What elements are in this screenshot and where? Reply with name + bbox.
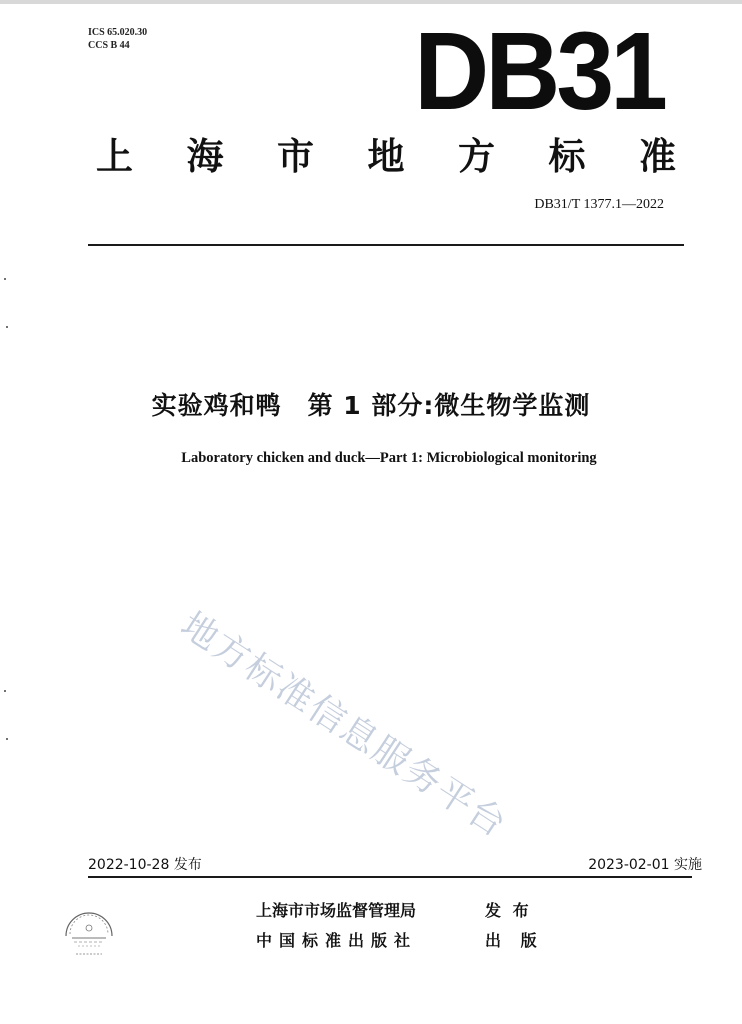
classification-codes <box>88 26 147 52</box>
standard-type-char: 海 <box>186 135 224 178</box>
title-english: Laboratory chicken and duck—Part 1: Microbiological monitoring <box>181 450 597 466</box>
issue-date: 2022-10-28 发布 <box>88 857 202 873</box>
standard-type-char: 地 <box>367 135 405 178</box>
footer-divider <box>88 876 692 878</box>
ccs-code: CCS B 44 <box>88 40 130 51</box>
standard-type-char: 方 <box>458 135 495 178</box>
standard-type-char: 准 <box>639 135 676 178</box>
standard-type-char: 上 <box>96 135 133 178</box>
scan-speck <box>6 738 8 740</box>
scan-speck <box>4 690 6 692</box>
watermark-text: 地方标准信息服务平台 <box>173 604 515 847</box>
standard-number: DB31/T 1377.1—2022 <box>534 197 664 212</box>
header-divider <box>88 244 684 246</box>
publisher-action: 出 版 <box>485 931 544 950</box>
title-chinese: 实验鸡和鸭 第 1 部分:微生物学监测 <box>151 391 591 420</box>
db-code-logo: DB31 <box>414 10 664 134</box>
scan-speck <box>4 278 6 280</box>
publisher-name: 上海市市场监督管理局 <box>256 901 417 920</box>
standard-type-heading <box>96 126 676 180</box>
publisher-action: 发 布 <box>485 901 532 920</box>
standard-type-char: 标 <box>548 135 586 178</box>
scan-speck <box>6 326 8 328</box>
seal-stamp-icon <box>58 908 120 958</box>
implementation-date: 2023-02-01 实施 <box>588 857 702 873</box>
standard-type-char: 市 <box>277 135 314 178</box>
ics-code: ICS 65.020.30 <box>88 27 148 38</box>
top-border <box>0 0 742 4</box>
publisher-name: 中国标准出版社 <box>256 931 418 950</box>
